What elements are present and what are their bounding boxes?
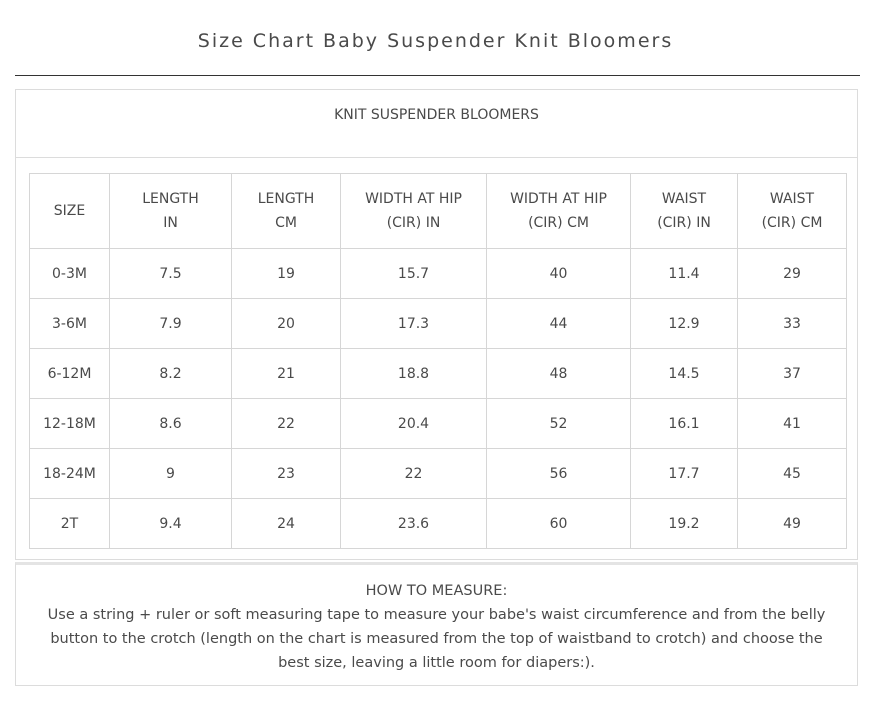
title-divider <box>15 75 860 76</box>
table-cell: 20 <box>232 299 341 349</box>
table-cell: 60 <box>487 499 631 549</box>
table-row <box>30 499 847 549</box>
column-header-line1: LENGTH <box>257 191 315 207</box>
column-header-line1: LENGTH <box>142 191 199 207</box>
table-cell: 23.6 <box>341 499 487 549</box>
table-cell: 21 <box>232 349 341 399</box>
table-cell: 45 <box>738 449 847 499</box>
how-to-measure-text: Use a string + ruler or soft measuring tape to measure your babe's waist circumference and from the belly button to the crotch (length on the chart is measured from the top of waistband to crotch) and choose the best size, leaving a little room for diapers:). <box>47 607 826 671</box>
table-cell: 11.4 <box>631 249 738 299</box>
table-cell: 8.6 <box>110 399 232 449</box>
table-row <box>30 349 847 399</box>
table-row <box>30 399 847 449</box>
column-header-line1: SIZE <box>53 203 86 219</box>
table-cell: 48 <box>487 349 631 399</box>
table-cell: 22 <box>341 449 487 499</box>
column-header-line1: WAIST <box>661 191 707 207</box>
chart-heading: KNIT SUSPENDER BLOOMERS <box>16 90 857 158</box>
table-cell: 52 <box>487 399 631 449</box>
column-header <box>232 174 341 249</box>
table-cell: 19.2 <box>631 499 738 549</box>
table-cell: 19 <box>232 249 341 299</box>
table-cell: 56 <box>487 449 631 499</box>
column-header <box>30 174 110 249</box>
table-cell: 2T <box>30 499 110 549</box>
table-cell: 8.2 <box>110 349 232 399</box>
table-cell: 41 <box>738 399 847 449</box>
column-header-line2: (CIR) IN <box>386 215 441 231</box>
column-header <box>487 174 631 249</box>
table-cell: 17.7 <box>631 449 738 499</box>
column-header-line2: IN <box>163 215 178 231</box>
size-chart-panel <box>15 89 858 560</box>
table-cell: 3-6M <box>30 299 110 349</box>
table-header-row <box>30 174 847 249</box>
table-cell: 20.4 <box>341 399 487 449</box>
table-cell: 24 <box>232 499 341 549</box>
column-header <box>631 174 738 249</box>
column-header <box>110 174 232 249</box>
table-cell: 9 <box>110 449 232 499</box>
table-cell: 15.7 <box>341 249 487 299</box>
table-row <box>30 299 847 349</box>
table-cell: 6-12M <box>30 349 110 399</box>
column-header-line1: WIDTH AT HIP <box>365 191 462 207</box>
table-cell: 18-24M <box>30 449 110 499</box>
column-header-line1: WAIST <box>769 191 815 207</box>
page-title: Size Chart Baby Suspender Knit Bloomers <box>197 30 674 52</box>
column-header <box>341 174 487 249</box>
table-cell: 40 <box>487 249 631 299</box>
column-header <box>738 174 847 249</box>
table-cell: 9.4 <box>110 499 232 549</box>
table-cell: 7.9 <box>110 299 232 349</box>
how-to-measure-heading: HOW TO MEASURE: <box>365 583 508 599</box>
column-header-line2: (CIR) IN <box>657 215 711 231</box>
table-cell: 14.5 <box>631 349 738 399</box>
table-cell: 0-3M <box>30 249 110 299</box>
table-cell: 16.1 <box>631 399 738 449</box>
table-cell: 7.5 <box>110 249 232 299</box>
table-cell: 17.3 <box>341 299 487 349</box>
table-cell: 37 <box>738 349 847 399</box>
table-cell: 18.8 <box>341 349 487 399</box>
table-cell: 12.9 <box>631 299 738 349</box>
column-header-line2: (CIR) CM <box>528 215 589 231</box>
table-cell: 22 <box>232 399 341 449</box>
column-header-line2: (CIR) CM <box>761 215 823 231</box>
table-cell: 49 <box>738 499 847 549</box>
size-table <box>29 173 847 549</box>
table-cell: 29 <box>738 249 847 299</box>
how-to-measure-panel <box>15 562 858 686</box>
table-row <box>30 449 847 499</box>
table-cell: 33 <box>738 299 847 349</box>
table-cell: 44 <box>487 299 631 349</box>
table-cell: 12-18M <box>30 399 110 449</box>
column-header-line1: WIDTH AT HIP <box>510 191 607 207</box>
table-row <box>30 249 847 299</box>
table-cell: 23 <box>232 449 341 499</box>
column-header-line2: CM <box>275 215 297 231</box>
